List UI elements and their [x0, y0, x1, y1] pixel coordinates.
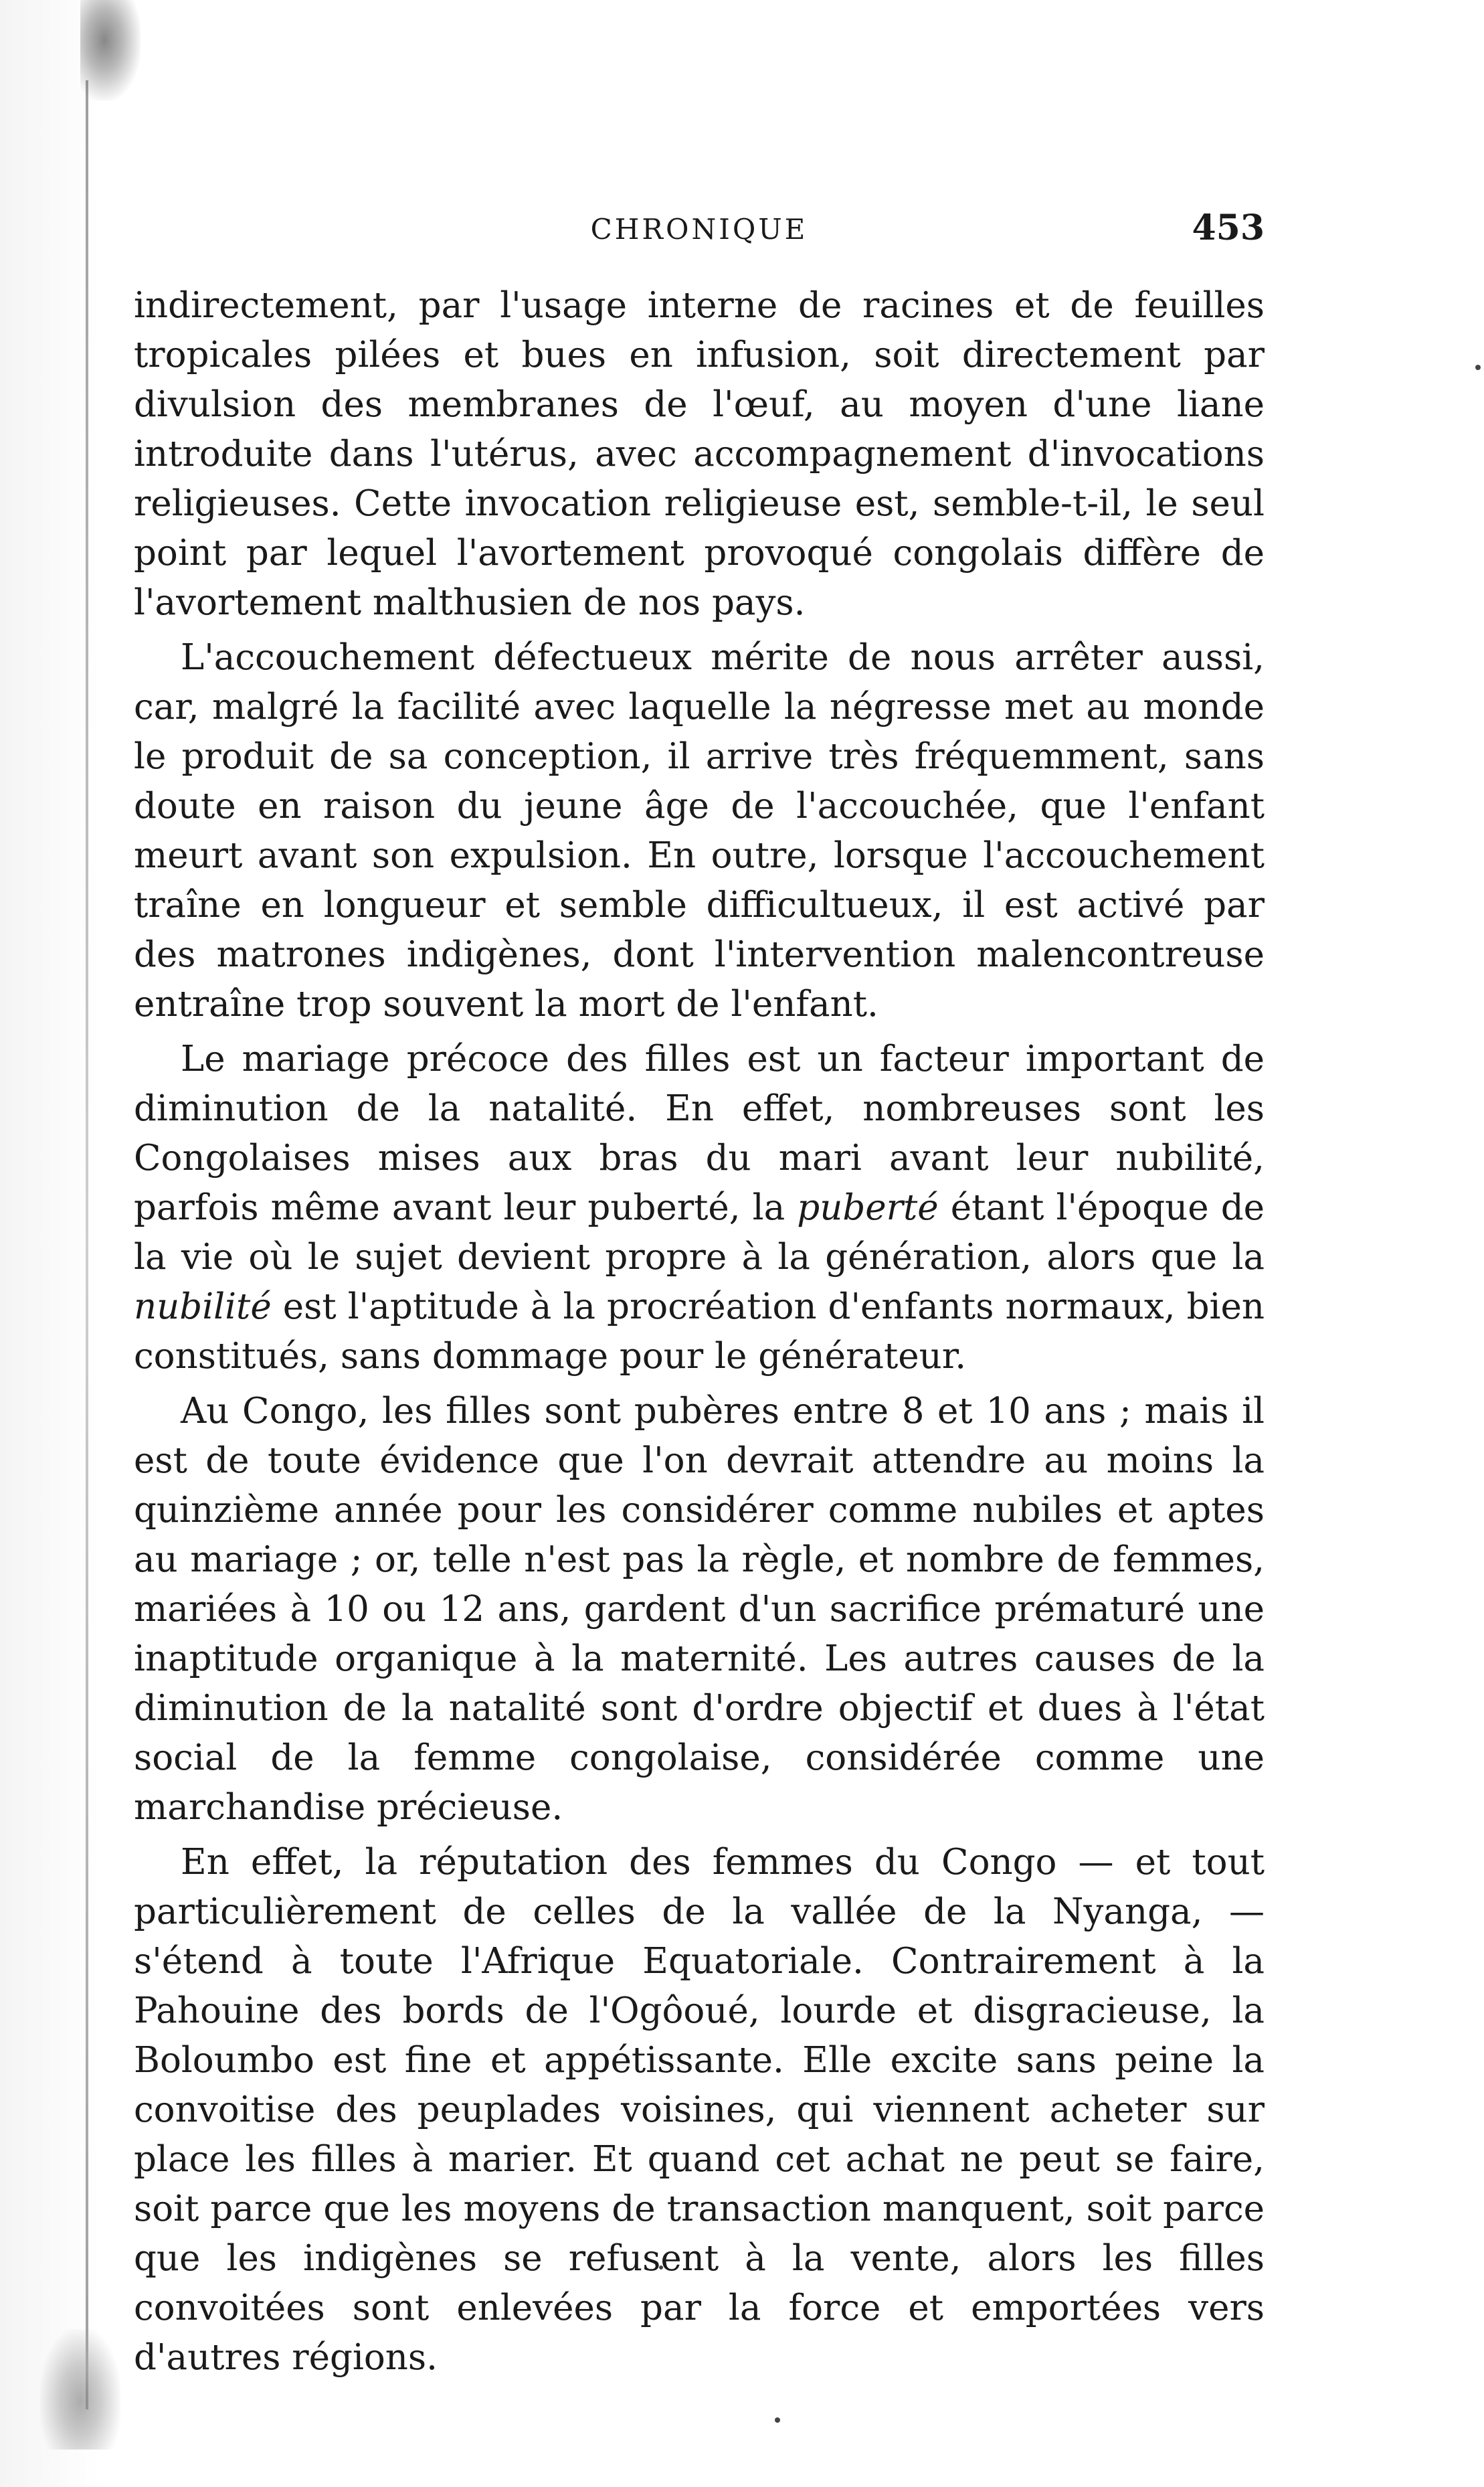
paragraph-congo-girls: Au Congo, les filles sont pubères entre 8 et 10 ans ; mais il est de toute évidence que l'on devrait attendre au moins la quinzième année pour les considérer comme nubiles et aptes au mariage ; or, telle n'est pas la règle, et nombre de femmes, mariées à 10 ou 12 ans, gardent d'un sacrifice prématuré une inaptitude organique à la maternité. Les autres causes de la diminution de la natalité sont d'ordre objectif et dues à l'état social de la femme congolaise, considérée comme une marchandise précieuse.: [134, 1391, 1265, 1828]
page-header: [134, 207, 1265, 260]
italic-term-nubilite: nubilité: [134, 1286, 272, 1327]
scan-speck: [1475, 365, 1481, 370]
running-head: CHRONIQUE: [590, 213, 808, 246]
paragraph-reputation: En effet, la réputation des femmes du Congo — et tout particulièrement de celles de la vallée de la Nyanga, — s'étend à toute l'Afrique Equatoriale. Contrairement à la Pahouine des bords de l'Ogôoué, lourde et disgracieuse, la Boloumbo est fine et appétissante. Elle excite sans peine la convoitise des peuplades voisines, qui viennent acheter sur place les filles à marier. Et quand cet achat ne peut se faire, soit parce que les moyens de transaction manquent, soit parce que les indigènes se refusent à la vente, alors les filles convoitées sont enlevées par la force et emportées vers d'autres régions.: [134, 1842, 1265, 2378]
paragraph-childbirth: L'accouchement défectueux mérite de nous arrêter aussi, car, malgré la facilité avec laquelle la négresse met au monde le produit de sa conception, il arrive très fréquemment, sans doute en raison du jeune âge de l'accouchée, que l'enfant meurt avant son expulsion. En outre, lorsque l'accouchement traîne en longueur et semble difficultueux, il est activé par des matrones indigènes, dont l'intervention malencontreuse entraîne trop souvent la mort de l'enfant.: [134, 637, 1265, 1025]
binding-stain-bottom: [40, 2329, 120, 2450]
page-number: 453: [1192, 207, 1265, 248]
paragraph-abortion: indirectement, par l'usage interne de racines et de feuilles tropicales pilées et bues en infusion, soit directement par divulsion des membranes de l'œuf, au moyen d'une liane introduite dans l'utérus, avec accompagnement d'invocations religieuses. Cette invocation religieuse est, semble-t-il, le seul point par lequel l'avortement provoqué congolais diffère de l'avortement malthusien de nos pays.: [134, 285, 1265, 623]
paragraph-early-marriage: Le mariage précoce des filles est un facteur important de diminution de la natalité. En effet, nombreuses sont les Congolaises mises aux bras du mari avant leur nubilité, parfois même avant leur puberté, la puberté étant l'époque de la vie où le sujet devient propre à la génération, alors que la nubilité est l'aptitude à la procréation d'enfants normaux, bien constitués, sans dommage pour le générateur.: [134, 1039, 1265, 1377]
body-text: [134, 281, 1265, 2383]
binding-fold-line: [86, 80, 88, 2409]
binding-stain-top: [80, 0, 141, 100]
scan-speck: [775, 2417, 780, 2423]
italic-term-puberte: puberté: [797, 1187, 939, 1228]
